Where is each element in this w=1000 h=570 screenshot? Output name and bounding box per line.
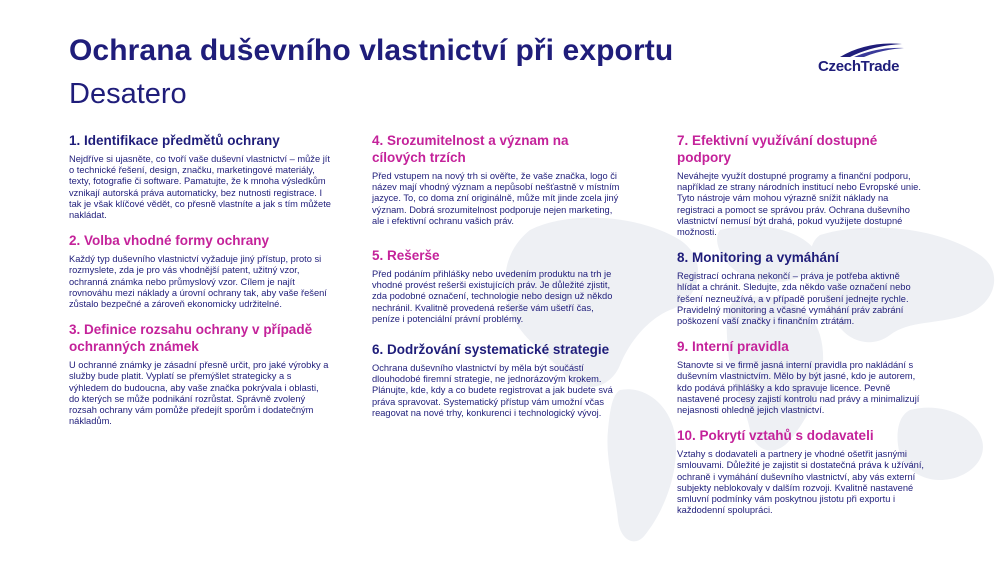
section-text: Registrací ochrana nekončí – práva je potřeba aktivně hlídat a chránit. Sledujte, zda někdo vaše označení nebo řešení nezneužívá, a v případě porušení jednejte rychle. Pravidelný monitoring a včasné vymáhání práv zabrání poškození vaší značky i finančním ztrátám. <box>677 271 911 327</box>
logo-swoosh-icon <box>818 40 918 60</box>
section-heading: 7. Efektivní využívání dostupné podpory <box>677 133 878 165</box>
logo-text: CzechTrade <box>818 58 900 75</box>
section-heading: 4. Srozumitelnost a význam na cílových trzích <box>372 133 569 165</box>
section-text: Před vstupem na nový trh si ověřte, že vaše značka, logo či název mají vhodný význam a nepůsobí nešťastně v místním jazyce. To, co doma zní originálně, může mít jinde zcela jiný význam. Dobrá srozumitelnost podporuje nejen marketing, ale i efektivní ochranu vašich práv. <box>372 171 620 226</box>
section-text: U ochranné známky je zásadní přesně určit, pro jaké výrobky a služby bude platit. Vyplatí se přemýšlet strategicky a s výhledem do budoucna, aby vaše značka pokrývala i oblasti, do kterých se může podnikání rozrůstat. Správně zvolený rozsah ochrany vám pomůže předejít sporům i dodatečným nákladům. <box>69 360 329 427</box>
section-9 <box>677 338 925 416</box>
section-heading: 10. Pokrytí vztahů s dodavateli <box>677 428 874 444</box>
section-2 <box>69 232 331 310</box>
section-10 <box>677 427 925 516</box>
section-text: Každý typ duševního vlastnictví vyžaduje jiný přístup, proto si rozmyslete, zda je pro vás vhodnější patent, užitný vzor, ochranná známka nebo průmyslový vzor. Cílem je najít rovnováhu mezi náklady a úrovní ochrany tak, aby vaše řešení zůstalo bezpečné a zároveň ekonomicky udržitelné. <box>69 254 327 310</box>
section-7 <box>677 132 925 238</box>
section-text: Vztahy s dodavateli a partnery je vhodné ošetřit jasnými smlouvami. Důležité je zajistit si dostatečná práva k užívání, ochraně i vymáhání duševního vlastnictví, aby vás externí subjekty neblokovaly v dalším rozvoji. Kvalitně nastavené smluvní podmínky vám poskytnou jistotu při exportu i každodenní spolupráci. <box>677 449 924 516</box>
czechtrade-logo <box>818 40 918 76</box>
section-text: Ochrana duševního vlastnictví by měla být součástí dlouhodobé firemní strategie, ne jednorázovým krokem. Plánujte, kde, kdy a co budete registrovat a jak budete svá práva spravovat. Systematický přístup vám umožní včas reagovat na nové trhy, konkurenci i technologický vývoj. <box>372 363 613 418</box>
section-6 <box>372 341 624 419</box>
section-4 <box>372 132 624 227</box>
section-heading: 5. Rešerše <box>372 248 440 264</box>
section-text: Nejdříve si ujasněte, co tvoří vaše duševní vlastnictví – může jít o technické řešení, design, značku, marketingové materiály, texty, fotografie či software. Pamatujte, že k mnoha výsledkům vznikají autorská práva automaticky, bez nutnosti registrace. I tak je však klíčové vědět, co přesně vlastníte a jak s tím můžete nakládat. <box>69 154 331 221</box>
section-heading: 8. Monitoring a vymáhání <box>677 250 840 266</box>
column-right <box>677 132 925 527</box>
section-heading: 2. Volba vhodné formy ochrany <box>69 233 270 249</box>
section-text: Před podáním přihlášky nebo uvedením produktu na trh je vhodné provést rešerši existujících práv. Je důležité zjistit, zda podobné označení, technologie nebo design už někdo nechránil. Kvalitně provedená rešerše vám ušetří čas, peníze i potenciální právní problémy. <box>372 269 613 324</box>
section-5 <box>372 247 624 325</box>
section-heading: 3. Definice rozsahu ochrany v případě ochranných známek <box>69 322 313 355</box>
section-1 <box>69 132 331 221</box>
section-text: Stanovte si ve firmě jasná interní pravidla pro nakládání s duševním vlastnictvím. Mělo by být jasné, kdo je autorem, kdo podává přihlášky a kdo spravuje licence. Pevně nastavené procesy zajistí kontrolu nad právy a minimalizují nejasnosti ohledně jejich vlastnictví. <box>677 360 920 416</box>
section-heading: 6. Dodržování systematické strategie <box>372 342 610 358</box>
section-heading: 9. Interní pravidla <box>677 339 789 355</box>
page-title: Ochrana duševního vlastnictví při exportu <box>69 34 674 67</box>
section-heading: 1. Identifikace předmětů ochrany <box>69 133 280 148</box>
column-left <box>69 132 331 438</box>
page-subtitle: Desatero <box>69 78 187 110</box>
column-middle <box>372 132 624 430</box>
section-3 <box>69 321 331 427</box>
section-8 <box>677 249 925 327</box>
section-text: Neváhejte využít dostupné programy a finanční podporu, například ze strany národních institucí nebo Evropské unie. Tyto nástroje vám mohou výrazně snížit náklady na registraci a pomoct se správou práv. Ochrana duševního vlastnictví nemusí být drahá, pokud využijete dostupné možnosti. <box>677 171 921 238</box>
